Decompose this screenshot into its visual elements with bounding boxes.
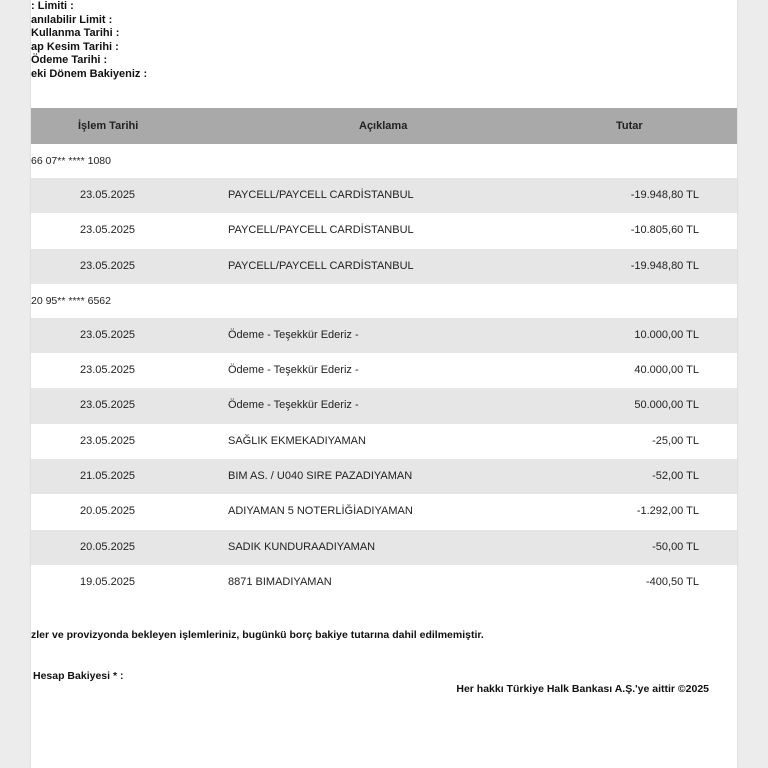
previous-period-balance-label: eki Dönem Bakiyeniz : (31, 67, 148, 80)
row-description: PAYCELL/PAYCELL CARDİSTANBUL (228, 189, 414, 201)
table-row (31, 388, 737, 423)
row-description: Ödeme - Teşekkür Ederiz - (228, 399, 359, 412)
table-row (31, 353, 737, 388)
row-date: 20.05.2025 (80, 540, 136, 553)
table-row (31, 213, 737, 248)
row-description: PAYCELL/PAYCELL CARDİSTANBUL (228, 259, 414, 272)
account-balance-label: Hesap Bakiyesi * : (33, 670, 124, 682)
available-limit-label: anılabilir Limit : (31, 13, 113, 26)
table-row (31, 318, 737, 353)
row-date: 23.05.2025 (80, 189, 136, 201)
row-description: Ödeme - Teşekkür Ederiz - (228, 364, 359, 377)
row-amount: -10.805,60 TL (630, 224, 699, 237)
row-amount: 40.000,00 TL (634, 364, 699, 377)
row-amount: -19.948,80 TL (630, 259, 699, 272)
row-description: Ödeme - Teşekkür Ederiz - (228, 328, 359, 341)
row-date: 23.05.2025 (80, 328, 136, 341)
row-description: 8871 BIMADIYAMAN (228, 575, 332, 588)
table-row (31, 424, 737, 459)
row-date: 23.05.2025 (80, 224, 136, 237)
table-row (31, 178, 737, 213)
row-amount: -19.948,80 TL (630, 189, 699, 201)
row-description: ADIYAMAN 5 NOTERLİĞİADIYAMAN (228, 505, 413, 518)
row-amount: -25,00 TL (652, 434, 699, 447)
row-date: 23.05.2025 (80, 364, 136, 377)
row-date: 20.05.2025 (80, 505, 136, 518)
row-date: 23.05.2025 (80, 259, 136, 272)
summary-block (31, 0, 147, 81)
cash-usage-date-label: Kullanma Tarihi : (31, 27, 120, 39)
row-amount: -400,50 TL (645, 575, 699, 588)
statement-page (31, 0, 737, 768)
card-number-row: 20 95** **** 6562 (31, 284, 737, 318)
row-amount: 50.000,00 TL (634, 399, 699, 412)
card-number-row: 66 07** **** 1080 (31, 144, 737, 178)
statement-cutoff-date-label: ap Kesim Tarihi : (31, 40, 119, 53)
table-row (31, 530, 737, 565)
row-date: 19.05.2025 (80, 575, 136, 588)
row-date: 21.05.2025 (80, 470, 136, 483)
copyright-notice: Her hakkı Türkiye Halk Bankası A.Ş.'ye aittir ©2025 (456, 683, 709, 695)
header-date: İşlem Tarihi (78, 120, 139, 132)
row-description: SADIK KUNDURAADIYAMAN (228, 540, 376, 553)
limit-label: : Limiti : (31, 0, 74, 12)
row-amount: -52,00 TL (652, 470, 699, 483)
header-description: Açıklama (359, 120, 408, 132)
row-description: PAYCELL/PAYCELL CARDİSTANBUL (228, 224, 414, 237)
header-amount: Tutar (616, 120, 643, 132)
table-row (31, 565, 737, 600)
row-description: SAĞLIK EKMEKADIYAMAN (228, 434, 366, 447)
payment-date-label: Ödeme Tarihi : (31, 54, 108, 66)
table-header (31, 108, 737, 144)
table-row (31, 249, 737, 284)
table-row (31, 459, 737, 494)
transactions-table (31, 108, 737, 600)
row-date: 23.05.2025 (80, 399, 136, 412)
row-amount: -1.292,00 TL (636, 505, 699, 518)
row-amount: -50,00 TL (652, 540, 699, 553)
row-amount: 10.000,00 TL (634, 328, 699, 341)
pending-transactions-note: zler ve provizyonda bekleyen işlemleriniz, bugünkü borç bakiye tutarına dahil edilmemiştir. (31, 629, 484, 641)
row-description: BIM AS. / U040 SIRE PAZADIYAMAN (228, 470, 413, 483)
row-date: 23.05.2025 (80, 434, 136, 447)
table-row (31, 494, 737, 529)
